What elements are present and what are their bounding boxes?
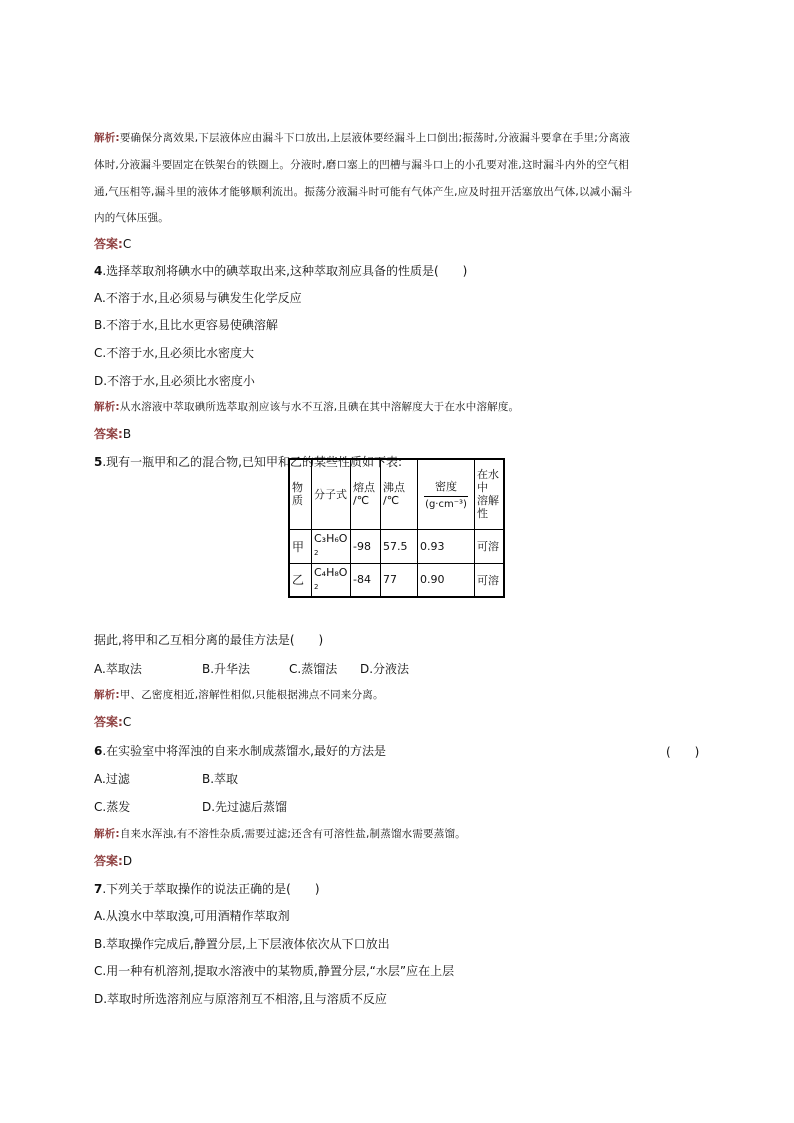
explanation-label: 解析: [94,132,120,144]
q6-answer-blank: ( ) [666,745,700,759]
row-density: 0.93 [418,529,475,563]
header-melting-point: 熔点 /℃ [351,459,381,529]
row-boiling-point: 77 [381,563,418,597]
q6-answer: 答案:D [94,854,133,868]
table-row [289,563,504,597]
q4-option-c: C.不溶于水,且必须比水密度大 [94,346,255,360]
row-boiling-point: 57.5 [381,529,418,563]
q6-option-c: C.蒸发 [94,800,131,814]
q7-option-d: D.萃取时所选溶剂应与原溶剂互不相溶,且与溶质不反应 [94,992,387,1006]
q5-option-b: B.升华法 [202,662,251,676]
q7-option-c: C.用一种有机溶剂,提取水溶液中的某物质,静置分层,“水层”应在上层 [94,964,455,978]
row-formula: C₃H₆O 2 [312,529,351,563]
q6-option-b: B.萃取 [202,772,239,786]
header-solubility: 在水 中 溶解 性 [475,459,505,529]
q6-stem: 6.在实验室中将浑浊的自来水制成蒸馏水,最好的方法是 [94,744,386,758]
q4-option-a: A.不溶于水,且必须易与碘发生化学反应 [94,291,302,305]
header-density: 密度 (g·cm⁻³) [418,459,475,529]
table-row [289,529,504,563]
q4-stem: 4.选择萃取剂将碘水中的碘萃取出来,这种萃取剂应具备的性质是( ) [94,264,468,278]
q6-option-a: A.过滤 [94,772,130,786]
q5-answer: 答案:C [94,715,132,729]
row-density: 0.90 [418,563,475,597]
row-name: 甲 [289,529,312,563]
q3-answer: 答案:C [94,237,132,251]
q3-explanation-line-2: 体时,分液漏斗要固定在铁架台的铁圈上。分液时,磨口塞上的凹槽与漏斗口上的小孔要对准,这时漏斗内外的空气相 [94,159,629,171]
q4-option-d: D.不溶于水,且必须比水密度小 [94,374,255,388]
q7-option-b: B.萃取操作完成后,静置分层,上下层液体依次从下口放出 [94,937,390,951]
row-solubility: 可溶 [475,529,505,563]
q3-explanation-line-4: 内的气体压强。 [94,212,169,224]
q5-option-d: D.分液法 [360,662,410,676]
q4-option-b: B.不溶于水,且比水更容易使碘溶解 [94,318,278,332]
q6-option-d: D.先过滤后蒸馏 [202,800,288,814]
row-formula: C₄H₈O 2 [312,563,351,597]
q5-stem: 5.现有一瓶甲和乙的混合物,已知甲和乙的某些性质如下表: [94,455,403,469]
header-boiling-point: 沸点 /℃ [381,459,418,529]
row-melting-point: -98 [351,529,381,563]
q7-stem: 7.下列关于萃取操作的说法正确的是( ) [94,882,320,896]
q4-explanation: 解析:从水溶液中萃取碘所选萃取剂应该与水不互溶,且碘在其中溶解度大于在水中溶解度。 [94,401,520,413]
q7-option-a: A.从溴水中萃取溴,可用酒精作萃取剂 [94,909,290,923]
table-header-row [289,459,504,529]
properties-table [288,458,505,598]
row-name: 乙 [289,563,312,597]
q4-answer: 答案:B [94,427,132,441]
row-melting-point: -84 [351,563,381,597]
row-solubility: 可溶 [475,563,505,597]
q3-explanation-line-3: 通,气压相等,漏斗里的液体才能够顺利流出。振荡分液漏斗时可能有气体产生,应及时扭开活塞放出气体,以减小漏斗 [94,186,633,198]
q5-explanation: 解析:甲、乙密度相近,溶解性相似,只能根据沸点不同来分离。 [94,689,384,701]
q6-explanation: 解析:自来水浑浊,有不溶性杂质,需要过滤;还含有可溶性盐,制蒸馏水需要蒸馏。 [94,828,466,840]
header-formula: 分子式 [312,459,351,529]
q3-explanation-line-1: 解析:要确保分离效果,下层液体应由漏斗下口放出,上层液体要经漏斗上口倒出;振荡时,分液漏斗要拿在手里;分离液 [94,132,631,144]
q5-followup: 据此,将甲和乙互相分离的最佳方法是( ) [94,633,324,647]
q5-option-a: A.萃取法 [94,662,142,676]
q5-option-c: C.蒸馏法 [289,662,338,676]
header-substance: 物 质 [289,459,312,529]
